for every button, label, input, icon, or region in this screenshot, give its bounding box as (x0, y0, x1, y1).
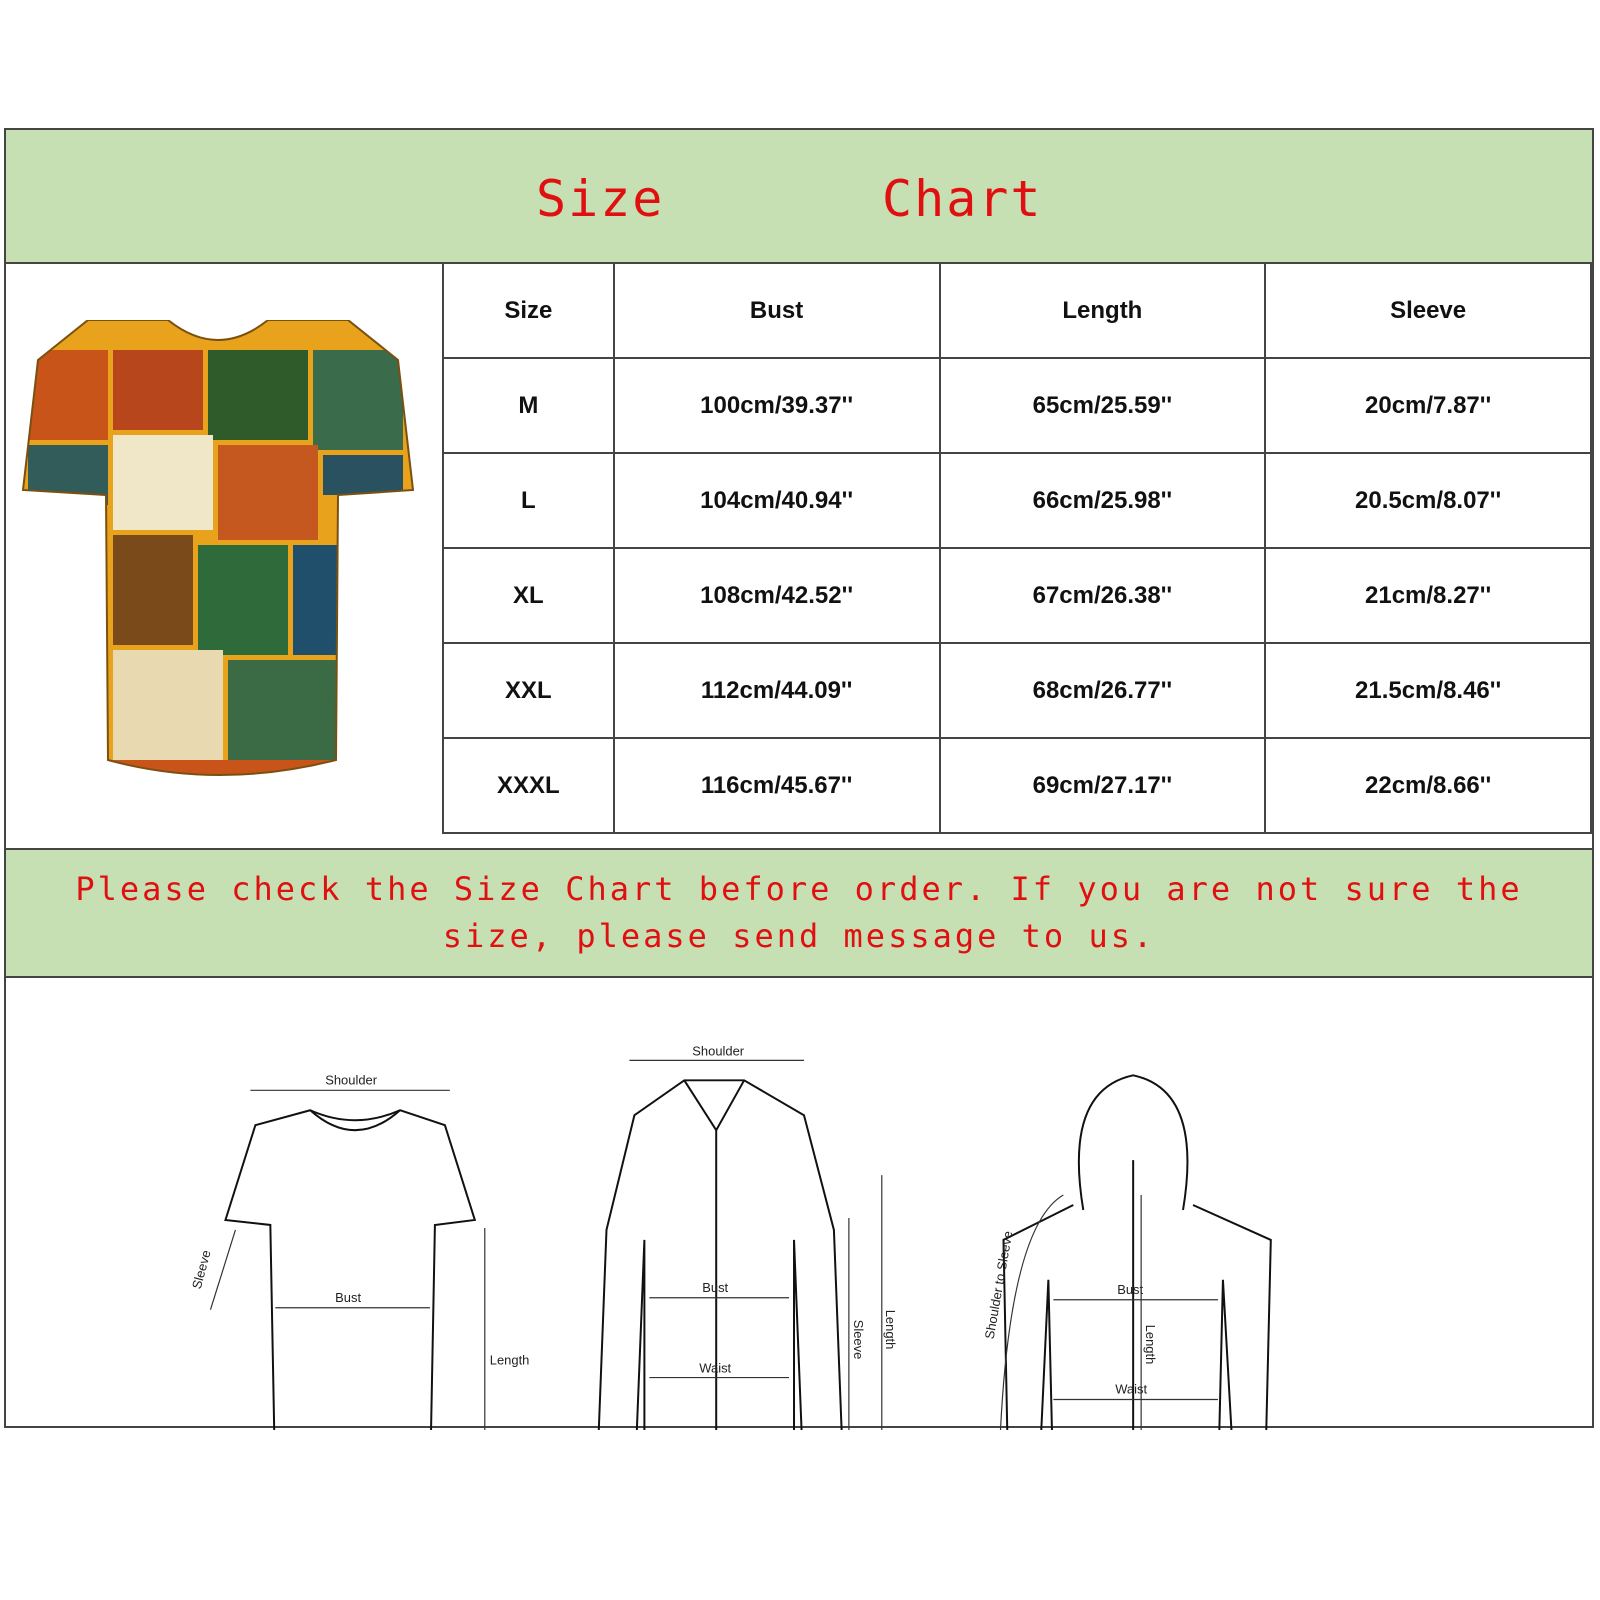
shirt-waist-label: Waist (699, 1360, 732, 1376)
cell-length: 68cm/26.77'' (940, 643, 1266, 738)
title-word-chart: Chart (882, 170, 1043, 228)
cell-bust: 100cm/39.37'' (614, 358, 940, 453)
cell-sleeve: 22cm/8.66'' (1265, 738, 1591, 833)
size-chart-sheet (4, 128, 1594, 1428)
cell-bust: 112cm/44.09'' (614, 643, 940, 738)
table-header-row (443, 263, 1591, 358)
note-band (6, 848, 1592, 978)
cell-bust: 104cm/40.94'' (614, 453, 940, 548)
cell-sleeve: 21cm/8.27'' (1265, 548, 1591, 643)
cell-bust: 108cm/42.52'' (614, 548, 940, 643)
cell-size: XXXL (443, 738, 614, 833)
tshirt-shoulder-label: Shoulder (325, 1072, 378, 1088)
cell-size: XXL (443, 643, 614, 738)
header-length: Length (940, 263, 1266, 358)
hoodie-diagram (1003, 1075, 1270, 1430)
title-word-size: Size (536, 170, 665, 228)
hoodie-bust-label: Bust (1117, 1281, 1144, 1297)
tshirt-sleeve-label: Sleeve (188, 1248, 214, 1291)
shirt-sleeve-label: Sleeve (850, 1319, 866, 1360)
measurement-diagrams (6, 980, 1592, 1430)
shirt-bust-label: Bust (702, 1279, 729, 1295)
hoodie-shoulder-to-sleeve-label: Shoulder to Sleeve (981, 1229, 1016, 1341)
cell-size: XL (443, 548, 614, 643)
cell-sleeve: 20cm/7.87'' (1265, 358, 1591, 453)
tshirt-diagram (225, 1110, 474, 1430)
table-row (443, 453, 1591, 548)
hoodie-waist-label: Waist (1115, 1381, 1148, 1397)
tshirt-length-label: Length (489, 1352, 530, 1368)
header-bust: Bust (614, 263, 940, 358)
table-row (443, 738, 1591, 833)
cell-size: M (443, 358, 614, 453)
size-table (442, 262, 1592, 834)
cell-length: 66cm/25.98'' (940, 453, 1266, 548)
table-row (443, 643, 1591, 738)
title-band (6, 130, 1592, 264)
product-shirt-image (18, 320, 418, 800)
header-sleeve: Sleeve (1265, 263, 1591, 358)
shirt-shoulder-label: Shoulder (692, 1043, 745, 1059)
cell-length: 67cm/26.38'' (940, 548, 1266, 643)
cell-bust: 116cm/45.67'' (614, 738, 940, 833)
cell-length: 69cm/27.17'' (940, 738, 1266, 833)
table-row (443, 358, 1591, 453)
tshirt-bust-label: Bust (335, 1289, 362, 1305)
table-row (443, 548, 1591, 643)
hoodie-length-label: Length (1143, 1324, 1159, 1365)
cell-size: L (443, 453, 614, 548)
cell-sleeve: 20.5cm/8.07'' (1265, 453, 1591, 548)
cell-length: 65cm/25.59'' (940, 358, 1266, 453)
size-note: Please check the Size Chart before order. If you are not sure the size, please send message to us. (75, 870, 1523, 955)
cell-sleeve: 21.5cm/8.46'' (1265, 643, 1591, 738)
header-size: Size (443, 263, 614, 358)
shirt-length-label: Length (882, 1309, 898, 1350)
